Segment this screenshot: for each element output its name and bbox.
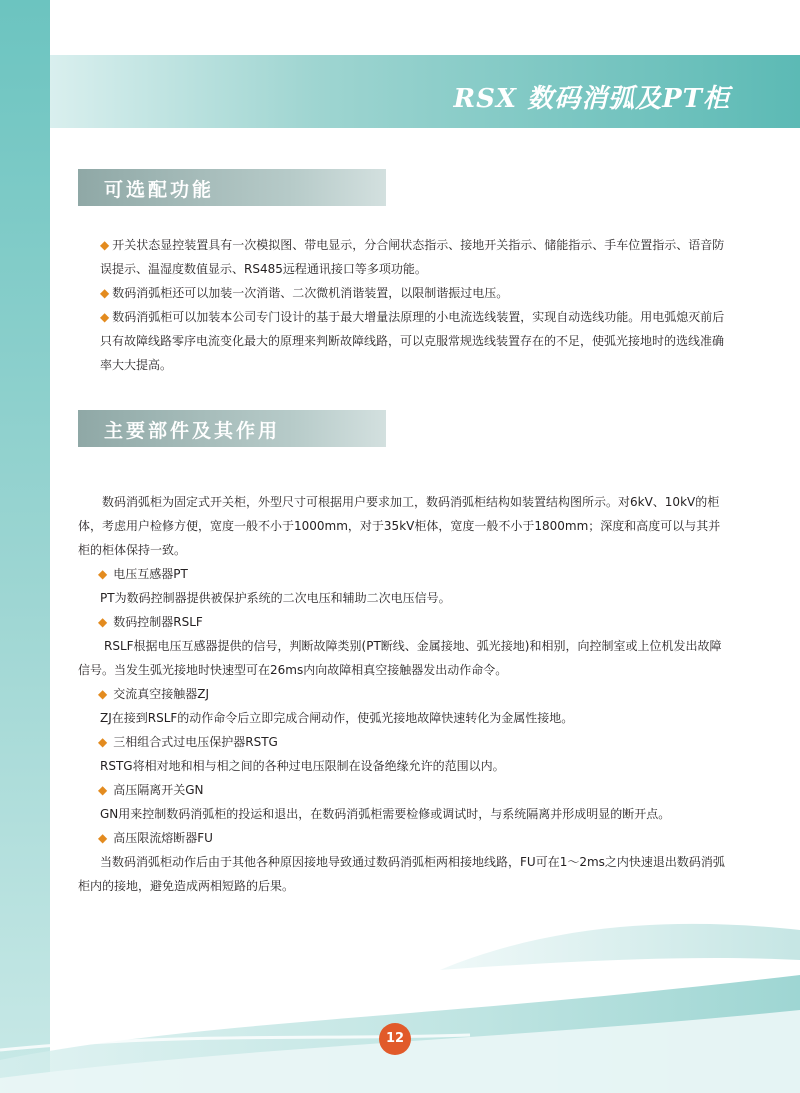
diamond-bullet-icon: ◆	[100, 286, 110, 300]
list-item	[78, 233, 728, 281]
component-title: ◆ 三相组合式过电压保护器RSTG	[98, 735, 278, 749]
diamond-bullet-icon: ◆	[98, 783, 108, 797]
intro-paragraph: 数码消弧柜为固定式开关柜，外型尺寸可根据用户要求加工，数码消弧柜结构如装置结构图所示。对6kV、10kV的柜体，考虑用户检修方便，宽度一般不小于1000mm，对于35kV柜体，宽度一般不小于1800mm；深度和高度可以与其并柜的柜体保持一致。	[78, 495, 721, 557]
component-desc: 当数码消弧柜动作后由于其他各种原因接地导致通过数码消弧柜两相接地线路，FU可在1～2ms之内快速退出数码消弧柜内的接地，避免造成两相短路的后果。	[78, 855, 725, 893]
header-title: RSX 数码消弧及PT柜	[453, 84, 730, 114]
component-desc: GN用来控制数码消弧柜的投运和退出，在数码消弧柜需要检修或调试时，与系统隔离并形成明显的断开点。	[100, 807, 671, 821]
section-title: 主要部件及其作用	[104, 420, 281, 442]
component-title: ◆ 电压互感器PT	[98, 567, 188, 581]
diamond-bullet-icon: ◆	[100, 310, 110, 324]
optional-features-list	[78, 233, 728, 377]
diamond-bullet-icon: ◆	[98, 615, 108, 629]
component-desc: RSLF根据电压互感器提供的信号，判断故障类别(PT断线、金属接地、弧光接地)和相别，向控制室或上位机发出故障信号。当发生弧光接地时快速型可在26ms内向故障相真空接触器发出动作命令。	[78, 639, 722, 677]
component-desc: PT为数码控制器提供被保护系统的二次电压和辅助二次电压信号。	[100, 591, 451, 605]
component-desc: RSTG将相对地和相与相之间的各种过电压限制在设备绝缘允许的范围以内。	[100, 759, 505, 773]
component-title: ◆ 数码控制器RSLF	[98, 615, 203, 629]
list-item-text: 数码消弧柜可以加装本公司专门设计的基于最大增量法原理的小电流选线装置，实现自动选线功能。用电弧熄灭前后只有故障线路零序电流变化最大的原理来判断故障线路，可以克服常规选线装置存在的不足，使弧光接地时的选线准确率大大提高。	[100, 310, 725, 372]
list-item	[78, 305, 728, 377]
wave-decoration	[0, 900, 800, 1093]
section-header-optional-features	[78, 169, 386, 206]
page-number-badge: 12	[379, 1023, 411, 1055]
component-title: ◆ 高压限流熔断器FU	[98, 831, 213, 845]
list-item-text: 开关状态显控装置具有一次模拟图、带电显示，分合闸状态指示、接地开关指示、储能指示、手车位置指示、语音防误提示、温湿度数值显示、RS485远程通讯接口等多项功能。	[100, 238, 725, 276]
diamond-bullet-icon: ◆	[98, 831, 108, 845]
diamond-bullet-icon: ◆	[100, 238, 110, 252]
list-item	[78, 281, 728, 305]
diamond-bullet-icon: ◆	[98, 735, 108, 749]
component-title: ◆ 交流真空接触器ZJ	[98, 687, 209, 701]
diamond-bullet-icon: ◆	[98, 687, 108, 701]
section-title: 可选配功能	[104, 179, 215, 201]
section-header-main-components	[78, 410, 386, 447]
component-title: ◆ 高压隔离开关GN	[98, 783, 204, 797]
component-desc: ZJ在接到RSLF的动作命令后立即完成合闸动作，使弧光接地故障快速转化为金属性接地。	[100, 711, 574, 725]
list-item-text: 数码消弧柜还可以加装一次消谐、二次微机消谐装置，以限制谐振过电压。	[112, 286, 509, 300]
main-components-content	[78, 490, 728, 898]
diamond-bullet-icon: ◆	[98, 567, 108, 581]
